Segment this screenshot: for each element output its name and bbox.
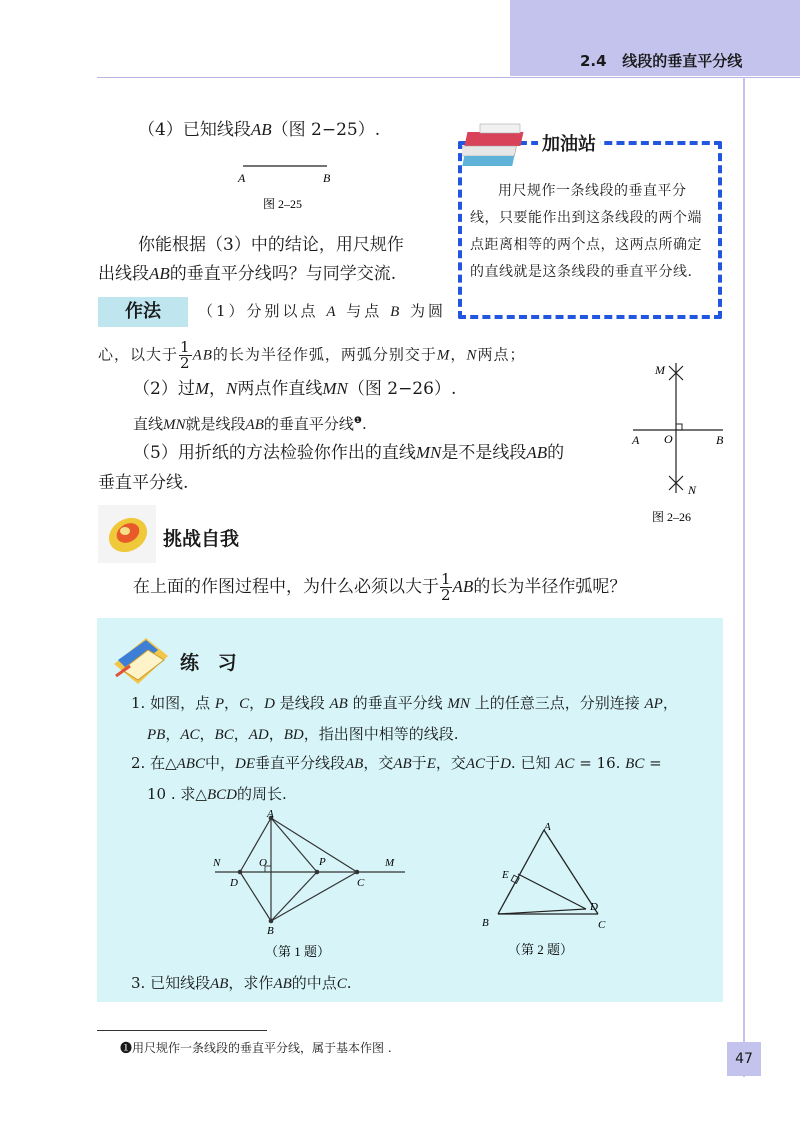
label-a: A <box>544 821 551 833</box>
practice-q3: 3. 已知线段AB，求作AB的中点C. <box>131 974 352 992</box>
margin-rule <box>743 77 745 1077</box>
step-5-cont: 垂直平分线. <box>98 473 189 493</box>
label-d: D <box>230 877 238 889</box>
footnote-rule <box>97 1030 267 1031</box>
label-b: B <box>716 433 724 447</box>
question-line2: 出线段AB的垂直平分线吗？与同学交流. <box>98 264 397 284</box>
label-b: B <box>267 925 274 937</box>
section-title: 2.4 线段的垂直平分线 <box>580 52 743 70</box>
method-step1-cont: 心，以大于 $\frac{1}{2}$ AB的长为半径作弧，两弧分别交于M，N两点； <box>98 338 526 372</box>
practice-q2: 2. 在△ABC中，DE垂直平分线段AB，交AB于E，交AC于D. 已知 AC = 16. BC = 10 . 求△BCD的周长. <box>131 754 662 803</box>
figure-2-25 <box>230 158 350 218</box>
label-m: M <box>655 363 665 377</box>
practice-title: 练 习 <box>180 652 243 674</box>
challenge-icon <box>98 505 156 563</box>
practice-book-icon <box>108 630 174 692</box>
tip-title: 加油站 <box>538 130 600 156</box>
label-c: C <box>598 919 606 931</box>
label-c: C <box>357 877 365 889</box>
practice-q1: 1. 如图，点 P，C，D 是线段 AB 的垂直平分线 MN 上的任意三点，分别连接 AP， PB，AC，BC，AD，BD，指出图中相等的线段. <box>131 694 678 743</box>
method-step2: （2）过M，N两点作直线MN（图 2−26）. <box>133 379 457 399</box>
method-label: 作法 <box>98 297 188 327</box>
label-a: A <box>267 808 274 820</box>
method-step1: （1）分别以点 A 与点 B 为圆 <box>198 302 447 320</box>
label-b: B <box>323 171 331 185</box>
label-n: N <box>213 857 221 869</box>
method-conclusion: 直线MN就是线段AB的垂直平分线$^❶$. <box>133 415 367 433</box>
label-d: D <box>590 901 598 913</box>
fig-caption: （第 2 题） <box>508 942 574 957</box>
fig-caption: 图 2–26 <box>652 510 692 524</box>
segment-bd <box>498 909 586 914</box>
figure-question-2 <box>474 816 614 964</box>
question-line1: 你能根据（3）中的结论，用尺规作 <box>138 235 404 255</box>
fig-caption: （第 1 题） <box>265 944 331 959</box>
label-m: M <box>385 857 395 869</box>
figure-question-1 <box>205 808 415 963</box>
label-b: B <box>482 917 489 929</box>
fig-caption: 图 2–25 <box>263 197 303 211</box>
figure-2-26 <box>620 358 740 528</box>
tip-text: 用尺规作一条线段的垂直平分线，只要能作出到这条线段的两个端点距离相等的两个点，这两点所确定的直线就是这条线段的垂直平分线. <box>470 183 702 280</box>
challenge-question: 在上面的作图过程中，为什么必须以大于 $\frac{1}{2}$ AB的长为半径作弧呢？ <box>133 570 627 604</box>
label-a: A <box>238 171 246 185</box>
footnote: ❶用尺规作一条线段的垂直平分线，属于基本作图 . <box>120 1041 392 1055</box>
label-n: N <box>688 483 697 497</box>
label-e: E <box>502 869 509 881</box>
label-a: A <box>632 433 640 447</box>
step-4: （4）已知线段AB（图 2−25）. <box>138 120 381 140</box>
challenge-title: 挑战自我 <box>163 528 240 550</box>
label-o: O <box>664 432 673 446</box>
right-angle-mark <box>676 424 682 430</box>
label-p: P <box>319 856 326 868</box>
book-stack-icon <box>462 120 534 170</box>
page-number: 47 <box>727 1042 761 1076</box>
label-o: O <box>259 857 267 869</box>
header-rule <box>97 77 800 78</box>
step-5: （5）用折纸的方法检验你作出的直线MN是不是线段AB的 <box>133 443 565 463</box>
